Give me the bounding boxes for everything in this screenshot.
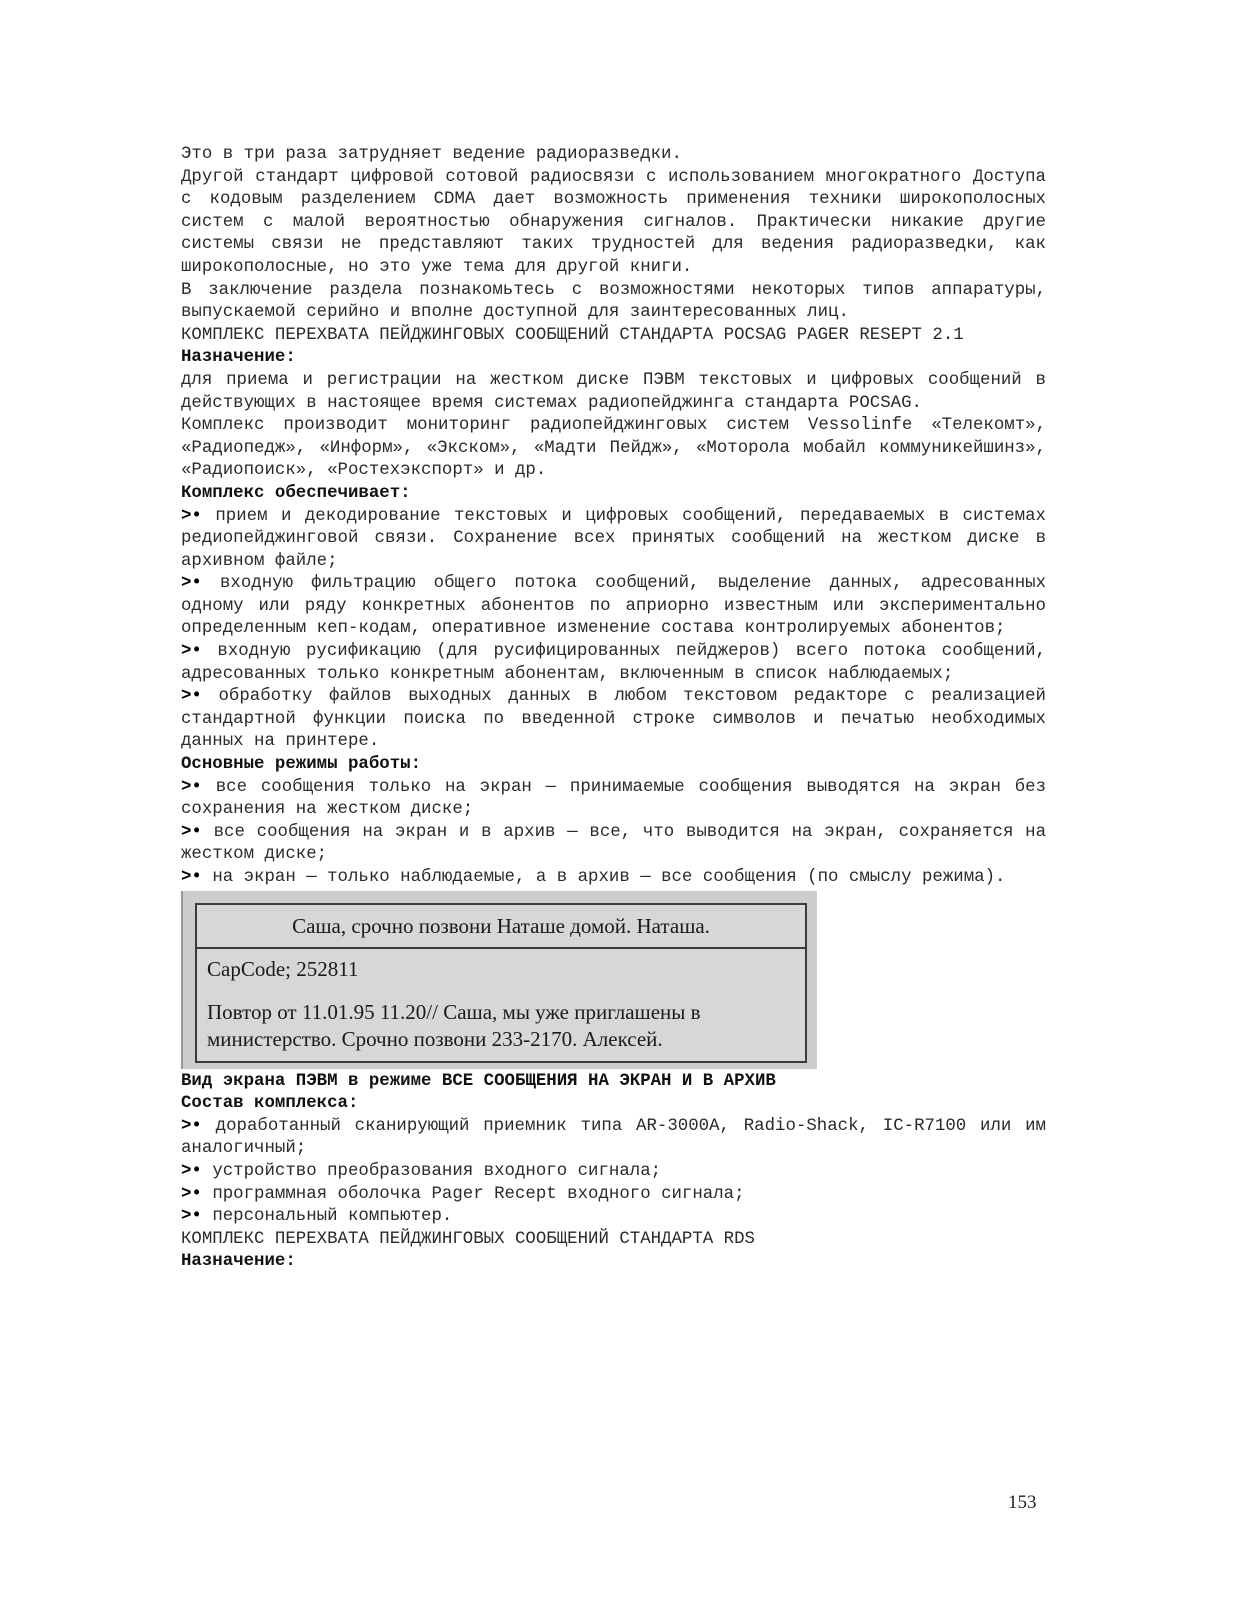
paragraph: для приема и регистрации на жестком диске ПЭВМ текстовых и цифровых сообщений в действующих в настоящее время системах радиопейджинга стандарта POCSAG.	[181, 370, 1046, 413]
pager-screen	[195, 903, 807, 1063]
bullet-item	[181, 1206, 1046, 1229]
heading: Основные режимы работы:	[181, 755, 422, 775]
bullet-item	[181, 506, 1046, 574]
bullet-text: программная оболочка Pager Recept входного сигнала;	[212, 1184, 745, 1204]
bullet-text: устройство преобразования входного сигнала;	[212, 1161, 662, 1181]
heading: Назначение:	[181, 1252, 296, 1272]
bullet-item	[181, 822, 1046, 867]
heading: Комплекс обеспечивает:	[181, 483, 411, 503]
screen-figure	[181, 891, 817, 1069]
body-text	[181, 144, 1046, 1274]
bullet-item	[181, 1161, 1046, 1184]
bullet-text: все сообщения только на экран — принимаемые сообщения выводятся на экран без сохранения на жестком диске;	[181, 777, 1046, 820]
bullet-text: доработанный сканирующий приемник типа AR-3000A, Radio-Shack, IC-R7100 или им аналогичный;	[181, 1116, 1046, 1159]
page-number: 153	[1008, 1492, 1037, 1513]
bullet-mark: >•	[181, 1184, 202, 1204]
bullet-mark: >•	[181, 574, 202, 594]
section-title: КОМПЛЕКС ПЕРЕХВАТА ПЕЙДЖИНГОВЫХ СООБЩЕНИЙ СТАНДАРТА RDS	[181, 1229, 755, 1249]
heading: Состав комплекса:	[181, 1094, 359, 1114]
figure-caption: Вид экрана ПЭВМ в режиме ВСЕ СООБЩЕНИЯ НА ЭКРАН И В АРХИВ	[181, 1071, 776, 1091]
bullet-text: входную фильтрацию общего потока сообщений, выделение данных, адресованных одному или ряду конкретных абонентов по априорно известным или экспериментально определенным кеп-кодам, оперативное изменение состава контролируемых абонентов;	[181, 574, 1047, 639]
bullet-mark: >•	[181, 1207, 202, 1227]
paragraph: Другой стандарт цифровой сотовой радиосвязи с использованием многократного Доступа с кодовым разделением CDMA дает возможность применения техники широкополосных систем с малой вероятностью обнаружения сигналов. Практически никакие другие системы связи не представляют таких трудностей для ведения радиоразведки, как широкополосные, но это уже тема для другой книги.	[181, 167, 1046, 277]
bullet-mark: >•	[181, 1161, 202, 1181]
bullet-mark: >•	[181, 777, 202, 797]
bullet-text: входную русификацию (для русифицированных пейджеров) всего потока сообщений, адресованных только конкретным абонентам, включенным в список наблюдаемых;	[181, 642, 1046, 684]
bullet-mark: >•	[181, 642, 202, 662]
bullet-item	[181, 1116, 1046, 1161]
bullet-mark: >•	[181, 687, 202, 707]
bullet-item	[181, 573, 1046, 641]
bullet-text: все сообщения на экран и в архив — все, что выводится на экран, сохраняется на жестком диске;	[181, 822, 1046, 865]
bullet-mark: >•	[181, 1116, 202, 1136]
bullet-mark: >•	[181, 868, 202, 887]
pager-capcode: CapCode; 252811	[207, 956, 359, 981]
section-title: КОМПЛЕКС ПЕРЕХВАТА ПЕЙДЖИНГОВЫХ СООБЩЕНИЙ СТАНДАРТА POCSAG PAGER RESEPT 2.1	[181, 325, 964, 345]
heading: Назначение:	[181, 348, 296, 368]
pager-message-text: Повтор от 11.01.95 11.20// Саша, мы уже приглашены в министерство. Срочно позвони 233-2170. Алексей.	[207, 999, 701, 1051]
bullet-text: на экран — только наблюдаемые, а в архив — все сообщения (по смыслу режима).	[212, 868, 1006, 887]
bullet-item	[181, 1184, 1046, 1207]
bullet-mark: >•	[181, 822, 202, 842]
bullet-text: обработку файлов выходных данных в любом текстовом редакторе с реализацией стандартной функции поиска по введенной строке символов и печатью необходимых данных на принтере.	[181, 687, 1046, 752]
bullet-item	[181, 641, 1046, 686]
bullet-text: прием и декодирование текстовых и цифровых сообщений, передаваемых в системах редиопейджинговой связи. Сохранение всех принятых сообщений на жестком диске в архивном файле;	[181, 506, 1046, 571]
bullet-item	[181, 686, 1046, 754]
bullet-mark: >•	[181, 506, 202, 526]
bullet-item	[181, 867, 1046, 890]
bullet-item	[181, 777, 1046, 822]
paragraph: Это в три раза затрудняет ведение радиоразведки.	[181, 145, 682, 164]
pager-message-title: Саша, срочно позвони Наташе домой. Наташа.	[197, 905, 805, 949]
paragraph: В заключение раздела познакомьтесь с возможностями некоторых типов аппаратуры, выпускаемой серийно и вполне доступной для заинтересованных лиц.	[181, 280, 1046, 323]
paragraph: Комплекс производит мониторинг радиопейджинговых систем Vessolinfe «Телекомт», «Радиопедж», «Информ», «Экском», «Мадти Пейдж», «Моторола мобайл коммуникейшинз», «Радиопоиск», «Ростехэкспорт» и др.	[181, 416, 1046, 481]
bullet-text: персональный компьютер.	[212, 1207, 453, 1227]
